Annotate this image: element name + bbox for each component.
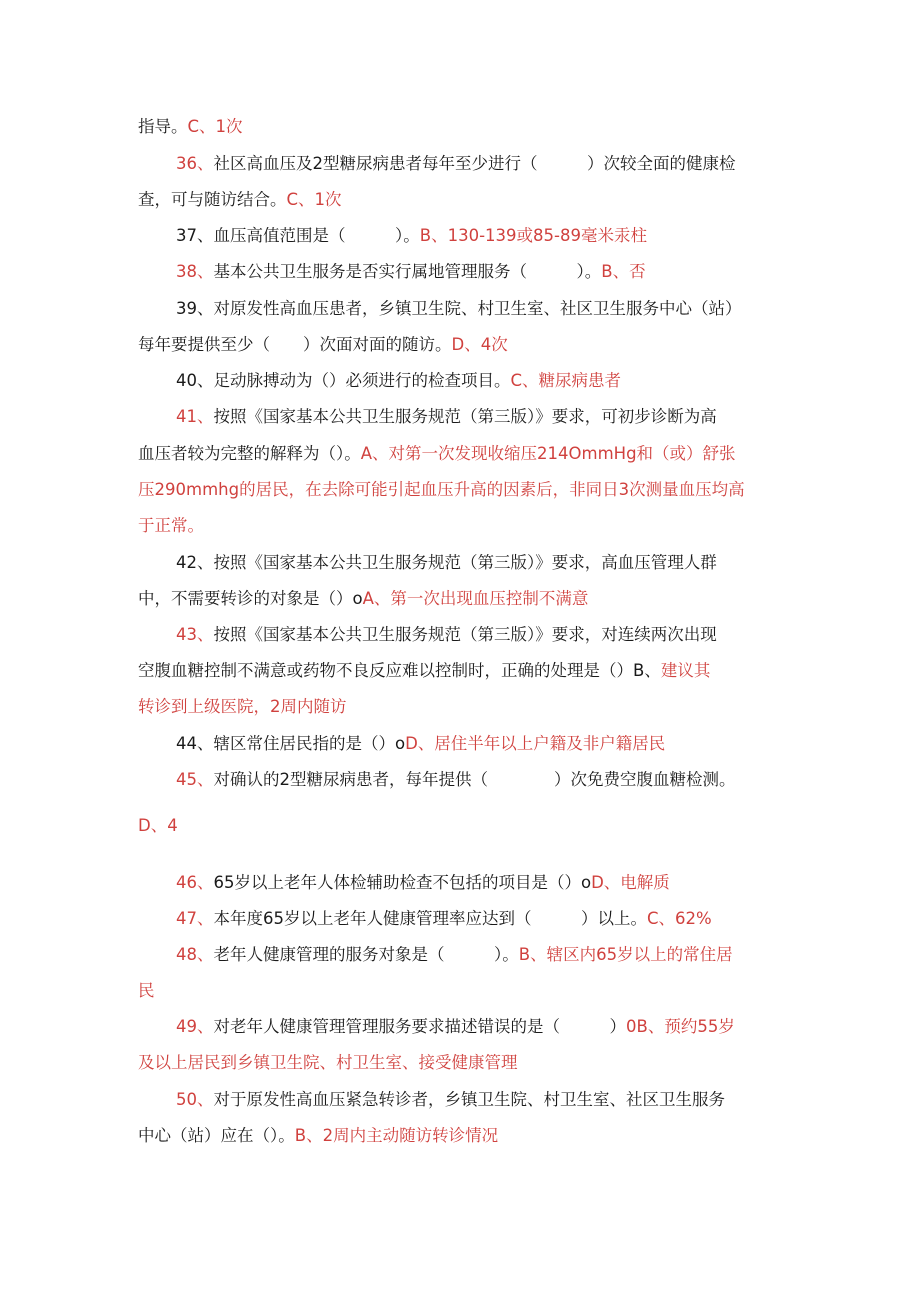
answer-text: C、糖尿病患者 bbox=[510, 371, 622, 390]
question-text: 对确认的2型糖尿病患者，每年提供（ ）次免费空腹血糖检测。 bbox=[213, 770, 736, 789]
question-49-line bbox=[176, 1016, 826, 1038]
text-run: 每年要提供至少（ ）次面对面的随访。 bbox=[138, 335, 452, 354]
question-text: 老年人健康管理的服务对象是（ ）。 bbox=[213, 945, 519, 964]
question-number: 43、 bbox=[176, 625, 214, 644]
question-42-line bbox=[176, 552, 826, 574]
question-text: 65岁以上老年人体检辅助检查不包括的项目是（）o bbox=[213, 873, 592, 892]
question-text: 对老年人健康管理管理服务要求描述错误的是（ ） bbox=[213, 1017, 626, 1036]
question-text: 本年度65岁以上老年人健康管理率应达到（ ）以上。 bbox=[213, 909, 647, 928]
question-number: 47、 bbox=[176, 909, 214, 928]
question-number: 49、 bbox=[176, 1017, 214, 1036]
question-40-line bbox=[176, 370, 826, 392]
answer-text: 民 bbox=[138, 981, 155, 1000]
question-44-line bbox=[176, 733, 826, 755]
answer-text: 转诊到上级医院，2周内随访 bbox=[138, 697, 347, 716]
question-46-line bbox=[176, 872, 826, 894]
question-45-line bbox=[176, 769, 826, 791]
answer-text: B、130-139或85-89毫米汞柱 bbox=[419, 226, 647, 245]
answer-text: B、否 bbox=[601, 262, 646, 281]
text-line bbox=[138, 334, 788, 356]
text-run: 空腹血糖控制不满意或药物不良反应难以控制时，正确的处理是（）B、 bbox=[138, 661, 661, 680]
text-line bbox=[138, 1125, 788, 1147]
text-line bbox=[138, 696, 788, 718]
text-line bbox=[138, 189, 788, 211]
question-text: 基本公共卫生服务是否实行属地管理服务（ ）。 bbox=[213, 262, 602, 281]
question-text: 40、足动脉搏动为（）必须进行的检查项目。 bbox=[176, 371, 511, 390]
question-text: 42、按照《国家基本公共卫生服务规范（第三版）》要求，高血压管理人群 bbox=[176, 553, 717, 572]
text-run: 中，不需要转诊的对象是（）o bbox=[138, 589, 363, 608]
text-run: 指导。 bbox=[138, 117, 188, 136]
question-text: 社区高血压及2型糖尿病患者每年至少进行（ ）次较全面的健康检 bbox=[213, 154, 736, 173]
text-line bbox=[138, 443, 788, 465]
answer-text: B、辖区内65岁以上的常住居 bbox=[518, 945, 733, 964]
text-line bbox=[138, 660, 788, 682]
question-number: 36、 bbox=[176, 154, 214, 173]
question-41-line bbox=[176, 406, 826, 428]
answer-text: C、1次 bbox=[286, 190, 342, 209]
question-38-line bbox=[176, 261, 826, 283]
text-line bbox=[138, 1052, 788, 1074]
question-number: 41、 bbox=[176, 407, 214, 426]
answer-text: C、1次 bbox=[187, 117, 243, 136]
question-36-line bbox=[176, 153, 826, 175]
question-number: 50、 bbox=[176, 1090, 214, 1109]
text-line bbox=[138, 479, 788, 501]
answer-text: 于正常。 bbox=[138, 516, 204, 535]
text-line bbox=[138, 515, 788, 537]
answer-text: C、62% bbox=[647, 909, 712, 928]
answer-text: D、4 bbox=[138, 816, 178, 835]
text-run: 中心（站）应在（）。 bbox=[138, 1126, 295, 1145]
question-number: 46、 bbox=[176, 873, 214, 892]
text-line bbox=[138, 980, 788, 1002]
text-run: 血压者较为完整的解释为（）。 bbox=[138, 444, 361, 463]
question-text: 39、对原发性高血压患者，乡镇卫生院、村卫生室、社区卫生服务中心（站） bbox=[176, 299, 742, 318]
question-text: 37、血压高值范围是（ ）。 bbox=[176, 226, 420, 245]
text-run: 查，可与随访结合。 bbox=[138, 190, 287, 209]
answer-text: 0B、预约55岁 bbox=[626, 1017, 735, 1036]
answer-text: D、电解质 bbox=[591, 873, 670, 892]
answer-text: A、对第一次发现收缩压214OmmHg和（或）舒张 bbox=[360, 444, 736, 463]
question-43-line bbox=[176, 624, 826, 646]
question-number: 45、 bbox=[176, 770, 214, 789]
question-48-line bbox=[176, 944, 826, 966]
question-47-line bbox=[176, 908, 826, 930]
answer-text: 建议其 bbox=[660, 661, 711, 680]
question-50-line bbox=[176, 1089, 826, 1111]
answer-text: 压290mmhg的居民，在去除可能引起血压升高的因素后，非同日3次测量血压均高 bbox=[138, 480, 745, 499]
question-number: 38、 bbox=[176, 262, 214, 281]
answer-text: D、4次 bbox=[451, 335, 508, 354]
text-line bbox=[138, 815, 788, 837]
question-text: 按照《国家基本公共卫生服务规范（第三版）》要求，可初步诊断为高 bbox=[213, 407, 717, 426]
question-text: 对于原发性高血压紧急转诊者，乡镇卫生院、村卫生室、社区卫生服务 bbox=[213, 1090, 725, 1109]
text-line bbox=[138, 588, 788, 610]
question-37-line bbox=[176, 225, 826, 247]
question-39-line bbox=[176, 298, 826, 320]
question-number: 48、 bbox=[176, 945, 214, 964]
answer-text: B、2周内主动随访转诊情况 bbox=[294, 1126, 499, 1145]
text-line bbox=[138, 116, 788, 138]
question-text: 按照《国家基本公共卫生服务规范（第三版）》要求，对连续两次出现 bbox=[213, 625, 717, 644]
answer-text: 及以上居民到乡镇卫生院、村卫生室、接受健康管理 bbox=[138, 1053, 518, 1072]
question-text: 44、辖区常住居民指的是（）o bbox=[176, 734, 406, 753]
answer-text: D、居住半年以上户籍及非户籍居民 bbox=[405, 734, 666, 753]
answer-text: A、第一次出现血压控制不满意 bbox=[362, 589, 589, 608]
